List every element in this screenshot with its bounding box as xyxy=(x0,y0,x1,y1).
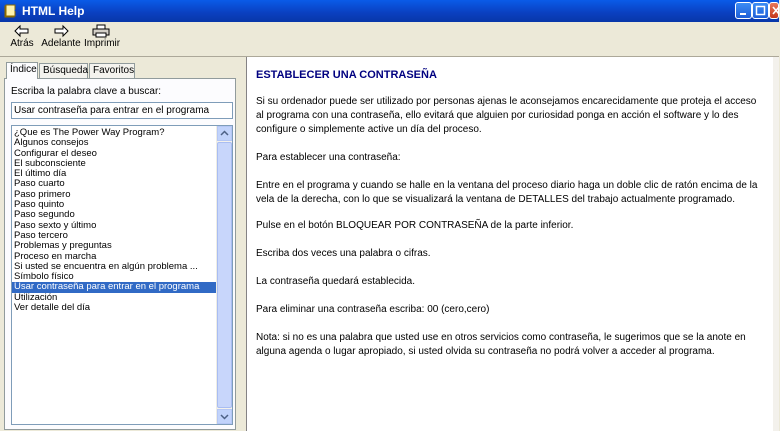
index-list-item[interactable]: Paso segundo xyxy=(14,209,75,221)
topic-paragraph: Entre en el programa y cuando se halle en la ventana del proceso diario haga un doble clic de ratón encima de la vela de la derecha, con lo que se visualizará la ventana de DETALLES del trabajo actualmente programado. xyxy=(256,180,758,205)
back-label: Atrás xyxy=(10,38,34,49)
window-title: HTML Help xyxy=(22,4,85,18)
minimize-button[interactable] xyxy=(735,2,752,19)
tab-search[interactable]: Búsqueda xyxy=(39,63,88,78)
navigation-pane xyxy=(0,57,240,431)
index-list[interactable] xyxy=(11,125,233,425)
maximize-button[interactable] xyxy=(752,2,769,19)
index-list-item[interactable]: Problemas y preguntas xyxy=(14,240,112,252)
help-book-icon xyxy=(4,4,18,18)
print-label: Imprimir xyxy=(84,38,121,49)
close-button[interactable] xyxy=(769,2,779,19)
tab-index[interactable]: Índice xyxy=(6,62,38,79)
topic-paragraph: Pulse en el botón BLOQUEAR POR CONTRASEÑA de la parte inferior. xyxy=(256,220,574,231)
keyword-label: Escriba la palabra clave a buscar: xyxy=(11,86,162,97)
scroll-thumb[interactable] xyxy=(217,142,232,408)
index-list-item[interactable]: Paso quinto xyxy=(14,199,65,211)
index-list-item[interactable]: El último día xyxy=(14,168,67,180)
maximize-icon xyxy=(753,3,768,18)
index-items xyxy=(12,126,217,313)
title-bar[interactable] xyxy=(0,0,779,22)
index-list-item[interactable]: Si usted se encuentra en algún problema ... xyxy=(14,260,198,272)
topic-paragraph: Nota: si no es una palabra que usted use en otros servicios como contraseña, le sugerimos que se la anote en alguna agenda o lugar apropiado, si usted olvida su contraseña no podrá volver a acceder al programa. xyxy=(256,332,746,357)
print-button[interactable] xyxy=(84,24,121,54)
content-scrollbar[interactable] xyxy=(773,57,779,431)
index-list-item[interactable]: Paso primero xyxy=(14,188,71,200)
index-list-item[interactable]: Proceso en marcha xyxy=(14,250,97,262)
index-list-item[interactable]: El subconsciente xyxy=(14,157,86,169)
topic-paragraph: Para eliminar una contraseña escriba: 00 (cero,cero) xyxy=(256,304,490,315)
printer-icon xyxy=(92,24,110,38)
index-list-item[interactable]: Configurar el deseo xyxy=(14,147,97,159)
scroll-up-button[interactable] xyxy=(217,126,232,141)
index-list-item[interactable]: Usar contraseña para entrar en el programa xyxy=(12,282,217,292)
minimize-icon xyxy=(736,3,751,18)
arrow-right-icon xyxy=(53,24,69,38)
topic-paragraph: Escriba dos veces una palabra o cifras. xyxy=(256,248,431,259)
index-list-item[interactable]: Paso tercero xyxy=(14,229,68,241)
index-list-item[interactable]: Paso sexto y último xyxy=(14,219,97,231)
arrow-left-icon xyxy=(14,24,30,38)
back-button[interactable] xyxy=(8,24,36,54)
topic-paragraph: La contraseña quedará establecida. xyxy=(256,276,416,287)
topic-paragraph: Para establecer una contraseña: xyxy=(256,152,401,163)
topic-heading: ESTABLECER UNA CONTRASEÑA xyxy=(256,69,437,81)
index-list-item[interactable]: ¿Que es The Power Way Program? xyxy=(14,127,165,138)
forward-button[interactable] xyxy=(40,24,82,54)
scroll-down-button[interactable] xyxy=(217,409,232,424)
topic-paragraph: Si su ordenador puede ser utilizado por personas ajenas le aconsejamos encarecidamente que proteja el acceso al programa con una contraseña, ello evitará que alguien por curiosidad ponga en acción el software y lo des configure o simplemente active un día del proceso. xyxy=(256,96,757,135)
chevron-down-icon xyxy=(218,410,231,423)
index-list-item[interactable]: Ver detalle del día xyxy=(14,302,91,314)
svg-text:?: ? xyxy=(14,9,20,19)
forward-label: Adelante xyxy=(41,38,81,49)
index-list-item[interactable]: Algunos consejos xyxy=(14,137,89,149)
keyword-input[interactable]: Usar contraseña para entrar en el programa xyxy=(11,102,233,119)
index-scrollbar[interactable] xyxy=(216,126,232,424)
index-list-item[interactable]: Símbolo físico xyxy=(14,271,74,283)
toolbar xyxy=(0,22,779,57)
chevron-up-icon xyxy=(218,127,231,140)
tab-favorites[interactable]: Favoritos xyxy=(89,63,135,78)
index-tab-panel xyxy=(4,78,236,430)
close-icon xyxy=(770,3,780,18)
index-list-item[interactable]: Utilización xyxy=(14,291,58,303)
topic-content xyxy=(246,57,779,431)
index-list-item[interactable]: Paso cuarto xyxy=(14,178,65,190)
